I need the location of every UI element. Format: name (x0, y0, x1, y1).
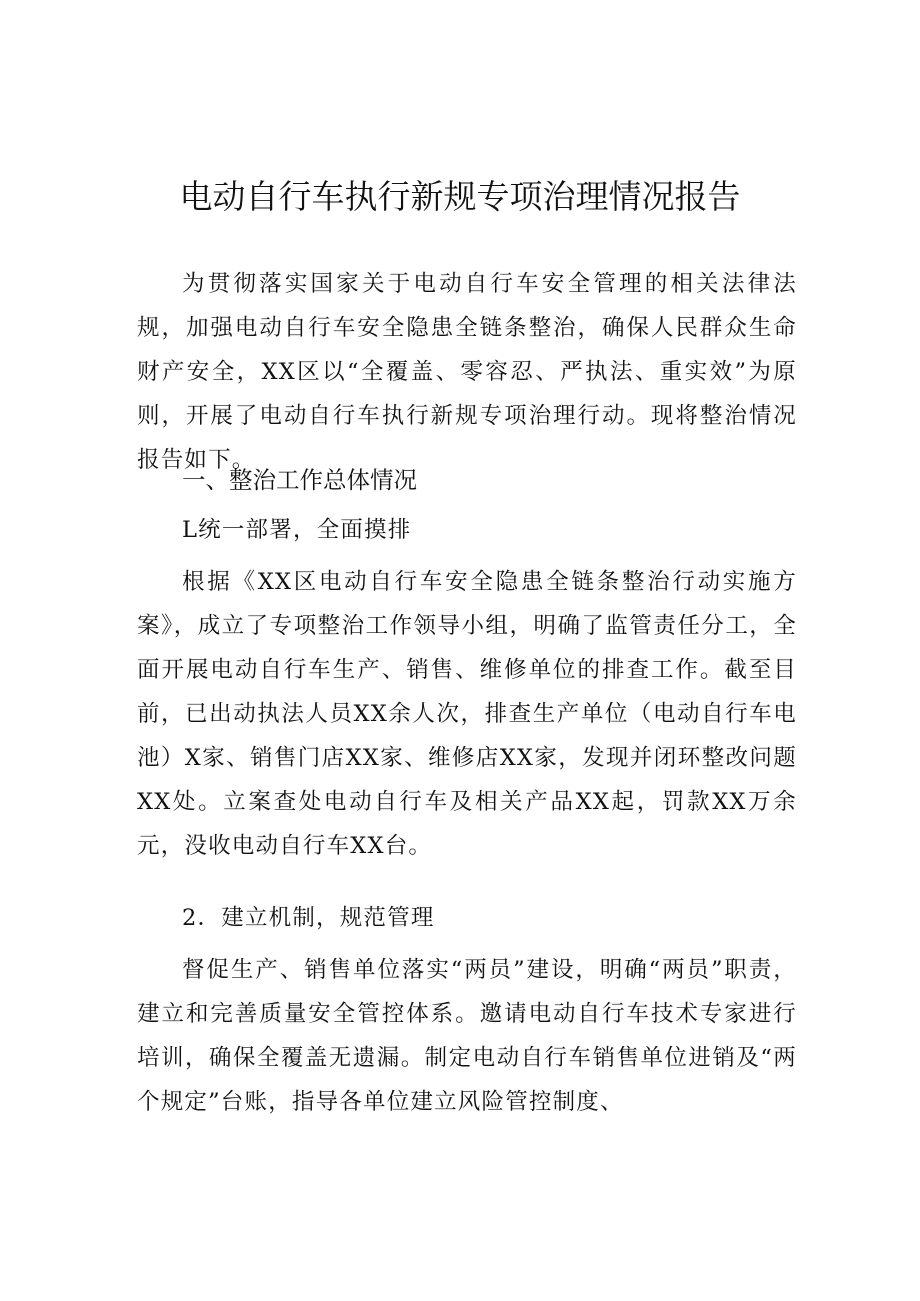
subsection-2-paragraph: 督促生产、销售单位落实“两员”建设，明确“两员”职责，建立和完善质量安全管控体系。邀请电动自行车技术专家进行培训，确保全覆盖无遗漏。制定电动自行车销售单位进销及“两个规定”台账，指导各单位建立风险管控制度、 (137, 957, 797, 1115)
intro-paragraph: 为贯彻落实国家关于电动自行车安全管理的相关法律法规，加强电动自行车安全隐患全链条整治，确保人民群众生命财产安全，XX区以“全覆盖、零容忍、严执法、重实效”为原则，开展了电动自行车执行新规专项治理行动。现将整治情况报告如下。 (137, 271, 797, 473)
subsection-1-paragraph: 根据《XX区电动自行车安全隐患全链条整治行动实施方案》，成立了专项整治工作领导小组，明确了监管责任分工，全面开展电动自行车生产、销售、维修单位的排查工作。截至目前，已出动执法人员XX余人次，排查生产单位（电动自行车电池）X家、销售门店XX家、维修店XX家，发现并闭环整改问题XX处。立案查处电动自行车及相关产品XX起，罚款XX万余元，没收电动自行车XX台。 (137, 569, 797, 859)
document-title: 电动自行车执行新规专项治理情况报告 (179, 177, 741, 216)
section-heading-1: 一、整治工作总体情况 (182, 466, 417, 494)
subsection-heading-1: L统一部署，全面摸排 (182, 517, 412, 543)
subsection-heading-2: 2．建立机制，规范管理 (182, 905, 435, 931)
